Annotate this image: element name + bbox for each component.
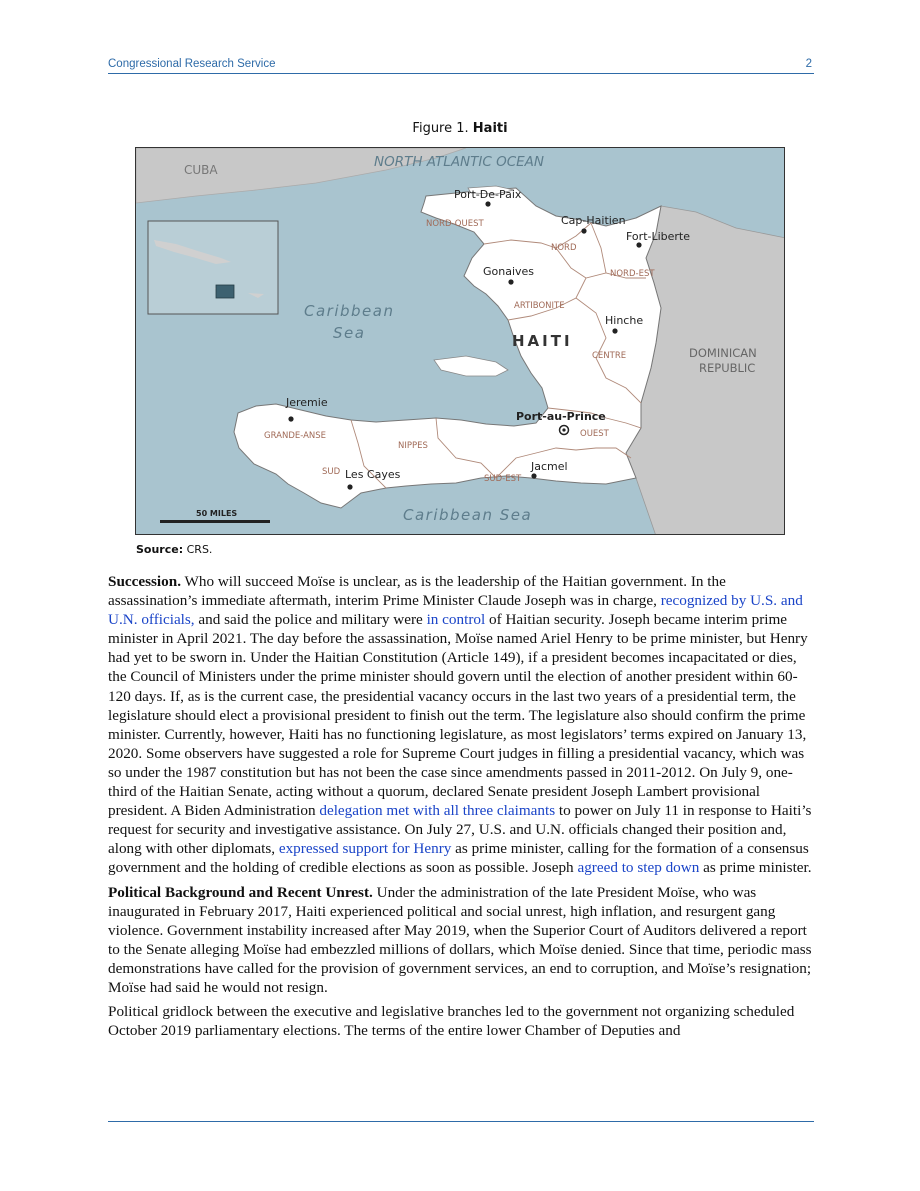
dept-ouest: OUEST <box>580 429 609 439</box>
text-run: Under the administration of the late President Moïse, who was inaugurated in February 2017, Haiti experienced political and social unrest, high inflation, and resurgent gang violence. Government instability increased after May 2019, when the Superior Court of Auditors delivered a report to the Senate alleging Moïse had embezzled millions of dollars, which Moïse denied. Since that time, periodic mass demonstrations have called for the provision of government services, an end to corruption, and Moïse’s resignation; Moïse had said he would not resign. <box>108 883 812 996</box>
page-header <box>108 58 814 74</box>
city-dot-fort-liberte <box>636 242 641 247</box>
scale-label: 50 MILES <box>196 509 238 518</box>
header-rule <box>108 73 814 74</box>
text-run: of Haitian security. Joseph became interim prime minister in April 2021. The day before the assassination, Moïse named Ariel Henry to be prime minister, but Henry had yet to be sworn in. Under the Haitian Constitution (Article 149), if a president becomes incapacitated or dies, the Council of Ministers under the prime minister should govern until the election of another president within 60-120 days. If, as is the current case, the presidential vacancy occurs in the last two years of a presidential term, the legislature should elect a provisional president to finish out the term. The legislature also should confirm the prime minister. Currently, however, Haiti has no functioning legislature, as most legislators’ terms expired on January 13, 2020. Some observers have suggested a role for Supreme Court judges in filling a presidential vacancy, which was so under the 1987 constitution but has not been the case since amendments passed in 2011-2012. On July 9, one-third of the Haitian Senate, acting without a quorum, declared Senate president Joseph Lambert provisional president. A Biden Administration <box>108 611 808 820</box>
label-ocean: NORTH ATLANTIC OCEAN <box>374 154 545 170</box>
dept-nord: NORD <box>551 243 577 253</box>
city-gonaives: Gonaives <box>483 265 535 278</box>
dept-grande-anse: GRANDE-ANSE <box>264 431 327 441</box>
label-cuba: CUBA <box>184 163 218 177</box>
page-number: 2 <box>805 58 812 70</box>
city-jacmel: Jacmel <box>531 460 568 473</box>
city-les-cayes: Les Cayes <box>345 468 401 481</box>
figure-caption <box>0 121 920 136</box>
text-run: and said the police and military were <box>194 611 427 629</box>
dept-nord-est: NORD-EST <box>610 269 655 279</box>
city-hinche: Hinche <box>605 314 644 327</box>
paragraph-gridlock <box>108 1002 814 1040</box>
dept-nippes: NIPPES <box>398 441 428 451</box>
city-cap-haitien: Cap-Haitien <box>561 214 626 227</box>
scale-bar <box>160 520 270 523</box>
succession-heading: Succession. <box>108 573 181 590</box>
dept-nord-ouest: NORD-OUEST <box>426 219 484 229</box>
link-in-control[interactable]: in control <box>426 611 486 629</box>
source-text: CRS. <box>186 543 213 556</box>
figure-source <box>136 543 212 556</box>
paragraph-background <box>108 883 814 998</box>
label-caribbean-west-2: Sea <box>333 324 366 342</box>
label-haiti: HAITI <box>512 332 573 350</box>
city-dot-les-cayes <box>347 484 352 489</box>
city-dot-port-de-paix <box>485 201 490 206</box>
text-run: Who will succeed Moïse is unclear, as is the leadership of the Haitian government. In the assassination’s immediate aftermath, interim Prime Minister Claude Joseph was in charge, <box>108 573 726 610</box>
city-dot-jacmel <box>531 473 536 478</box>
city-dot-cap-haitien <box>581 228 586 233</box>
label-dr-1: DOMINICAN <box>689 346 757 360</box>
dept-sud: SUD <box>322 467 341 477</box>
link-support-henry[interactable]: expressed support for Henry <box>278 840 452 858</box>
text-run: as prime minister, calling for the formation of a consensus government and the holding of credible elections as soon as possible. Joseph <box>108 840 809 877</box>
inset-map <box>148 221 278 314</box>
text-run: to power on July 11 in response to Haiti’s request for security and investigative assistance. On July 27, U.S. and U.N. officials changed their position and, along with other diplomats, <box>108 802 812 858</box>
dept-centre: CENTRE <box>592 351 627 361</box>
city-dot-jeremie <box>288 416 293 421</box>
city-dot-hinche <box>612 328 617 333</box>
paragraph-succession <box>108 572 814 878</box>
city-port-de-paix: Port-De-Paix <box>454 188 522 201</box>
text-run: Political gridlock between the executive and legislative branches led to the government not organizing scheduled October 2019 parliamentary elections. The terms of the entire lower Chamber of Deputies and <box>108 1003 795 1040</box>
label-caribbean-west-1: Caribbean <box>304 302 395 320</box>
label-dr-2: REPUBLIC <box>699 361 756 375</box>
figure-caption-prefix: Figure 1. <box>412 121 469 136</box>
footer-rule <box>108 1121 814 1122</box>
body-text <box>108 572 814 1045</box>
city-fort-liberte: Fort-Liberte <box>626 230 691 243</box>
city-jeremie: Jeremie <box>286 396 328 409</box>
link-delegation[interactable]: delegation met with all three claimants <box>319 802 556 820</box>
label-caribbean-south: Caribbean Sea <box>403 506 533 524</box>
text-run: as prime minister. <box>699 859 812 877</box>
header-org: Congressional Research Service <box>108 58 276 70</box>
link-recognized[interactable]: recognized by U.S. and U.N. officials, <box>108 592 803 629</box>
source-label: Source: <box>136 543 184 556</box>
background-heading: Political Background and Recent Unrest. <box>108 883 373 901</box>
city-dot-gonaives <box>508 279 513 284</box>
dept-sud-est: SUD-EST <box>484 474 522 484</box>
figure-caption-title: Haiti <box>472 121 508 136</box>
link-step-down[interactable]: agreed to step down <box>577 859 700 877</box>
inset-haiti-highlight <box>216 285 234 298</box>
dept-artibonite: ARTIBONITE <box>514 301 565 311</box>
haiti-map <box>135 147 785 535</box>
city-port-au-prince: Port-au-Prince <box>516 410 606 423</box>
